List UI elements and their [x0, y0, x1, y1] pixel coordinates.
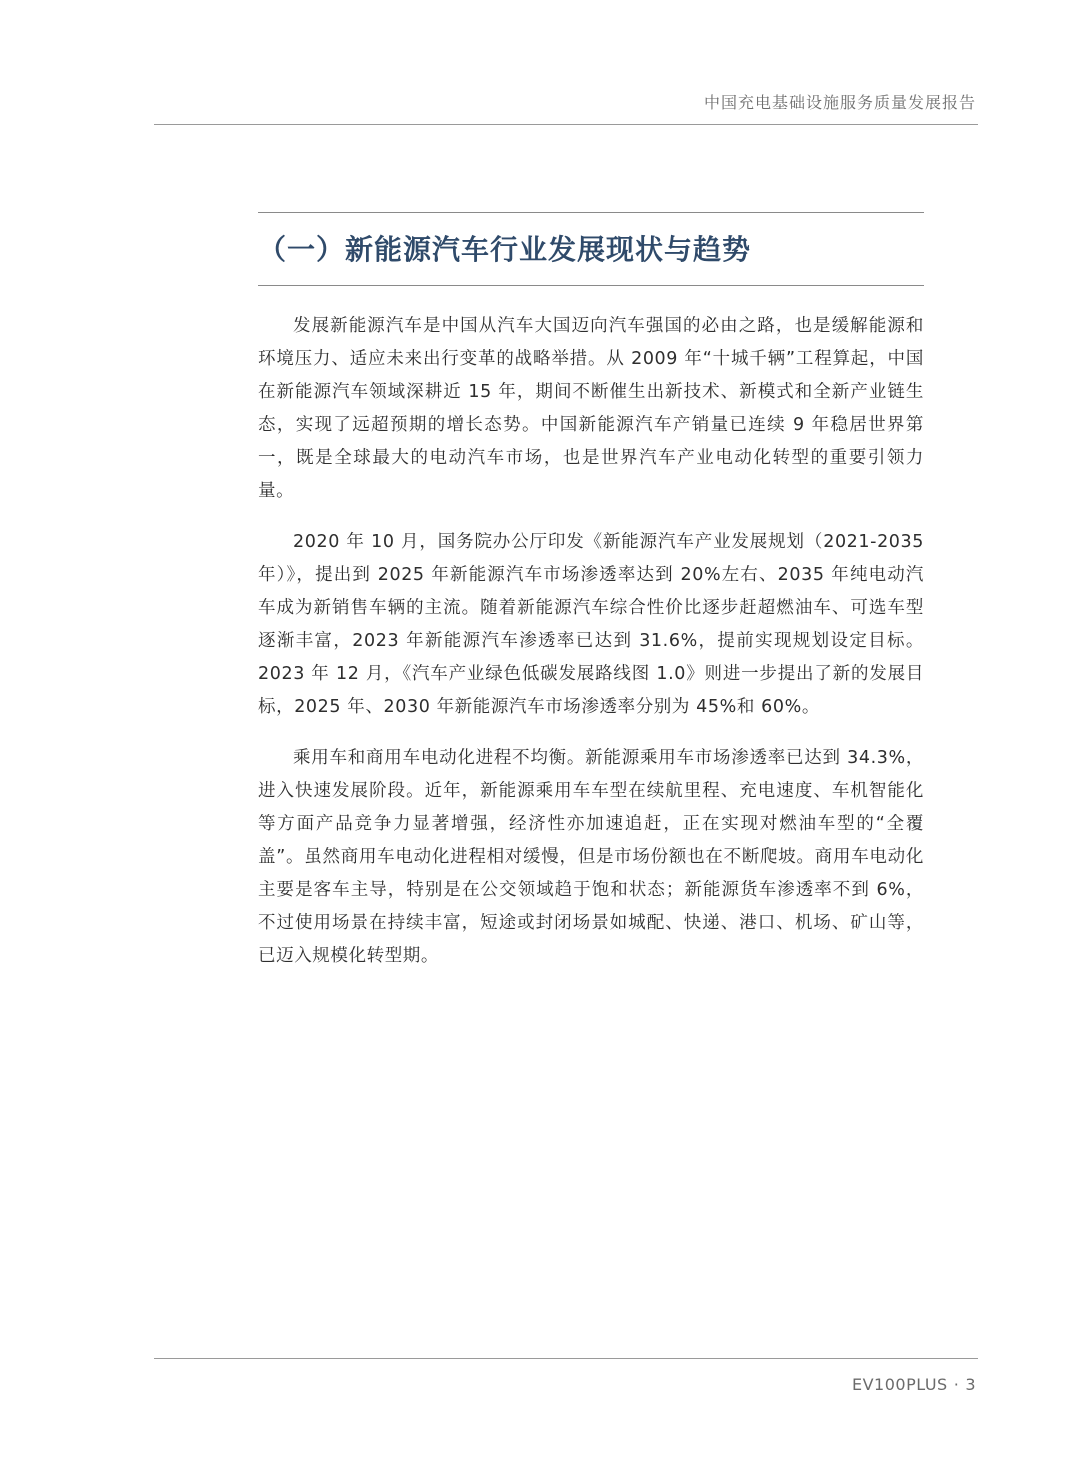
- running-header-title: 中国充电基础设施服务质量发展报告: [703, 93, 976, 112]
- page-number: 3: [965, 1375, 976, 1394]
- paragraph-1: 发展新能源汽车是中国从汽车大国迈向汽车强国的必由之路，也是缓解能源和环境压力、适应未来出行变革的战略举措。从 2009 年“十城千辆”工程算起，中国在新能源汽车领域深耕近 15 年，期间不断催生出新技术、新模式和全新产业链生态，实现了远超预期的增长态势。中国新能源汽车产销量已连续 9 年稳居世界第一，既是全球最大的电动汽车市场，也是世界汽车产业电动化转型的重要引领力量。: [258, 316, 924, 501]
- footer-brand: EV100PLUS: [851, 1375, 948, 1394]
- title-bottom-divider: [258, 285, 924, 286]
- header-divider: [154, 124, 978, 125]
- page-footer: [852, 1375, 976, 1394]
- section: [258, 212, 924, 991]
- footer-separator: ·: [953, 1375, 960, 1394]
- body-text: [258, 310, 924, 973]
- paragraph-3: 乘用车和商用车电动化进程不均衡。新能源乘用车市场渗透率已达到 34.3%，进入快速发展阶段。近年，新能源乘用车车型在续航里程、充电速度、车机智能化等方面产品竞争力显著增强，经济性亦加速追赶，正在实现对燃油车型的“全覆盖”。虽然商用车电动化进程相对缓慢，但是市场份额也在不断爬坡。商用车电动化主要是客车主导，特别是在公交领域趋于饱和状态；新能源货车渗透率不到 6%，不过使用场景在持续丰富，短途或封闭场景如城配、快递、港口、机场、矿山等，已迈入规模化转型期。: [258, 748, 924, 966]
- footer-divider: [154, 1358, 978, 1359]
- paragraph-2: 2020 年 10 月，国务院办公厅印发《新能源汽车产业发展规划（2021-2035 年）》，提出到 2025 年新能源汽车市场渗透率达到 20%左右、2035 年纯电动汽车成为新销售车辆的主流。随着新能源汽车综合性价比逐步赶超燃油车、可选车型逐渐丰富，2023 年新能源汽车渗透率已达到 31.6%，提前实现规划设定目标。2023 年 12 月，《汽车产业绿色低碳发展路线图 1.0》则进一步提出了新的发展目标，2025 年、2030 年新能源汽车市场渗透率分别为 45%和 60%。: [258, 532, 924, 717]
- section-title: （一）新能源汽车行业发展现状与趋势: [258, 233, 752, 266]
